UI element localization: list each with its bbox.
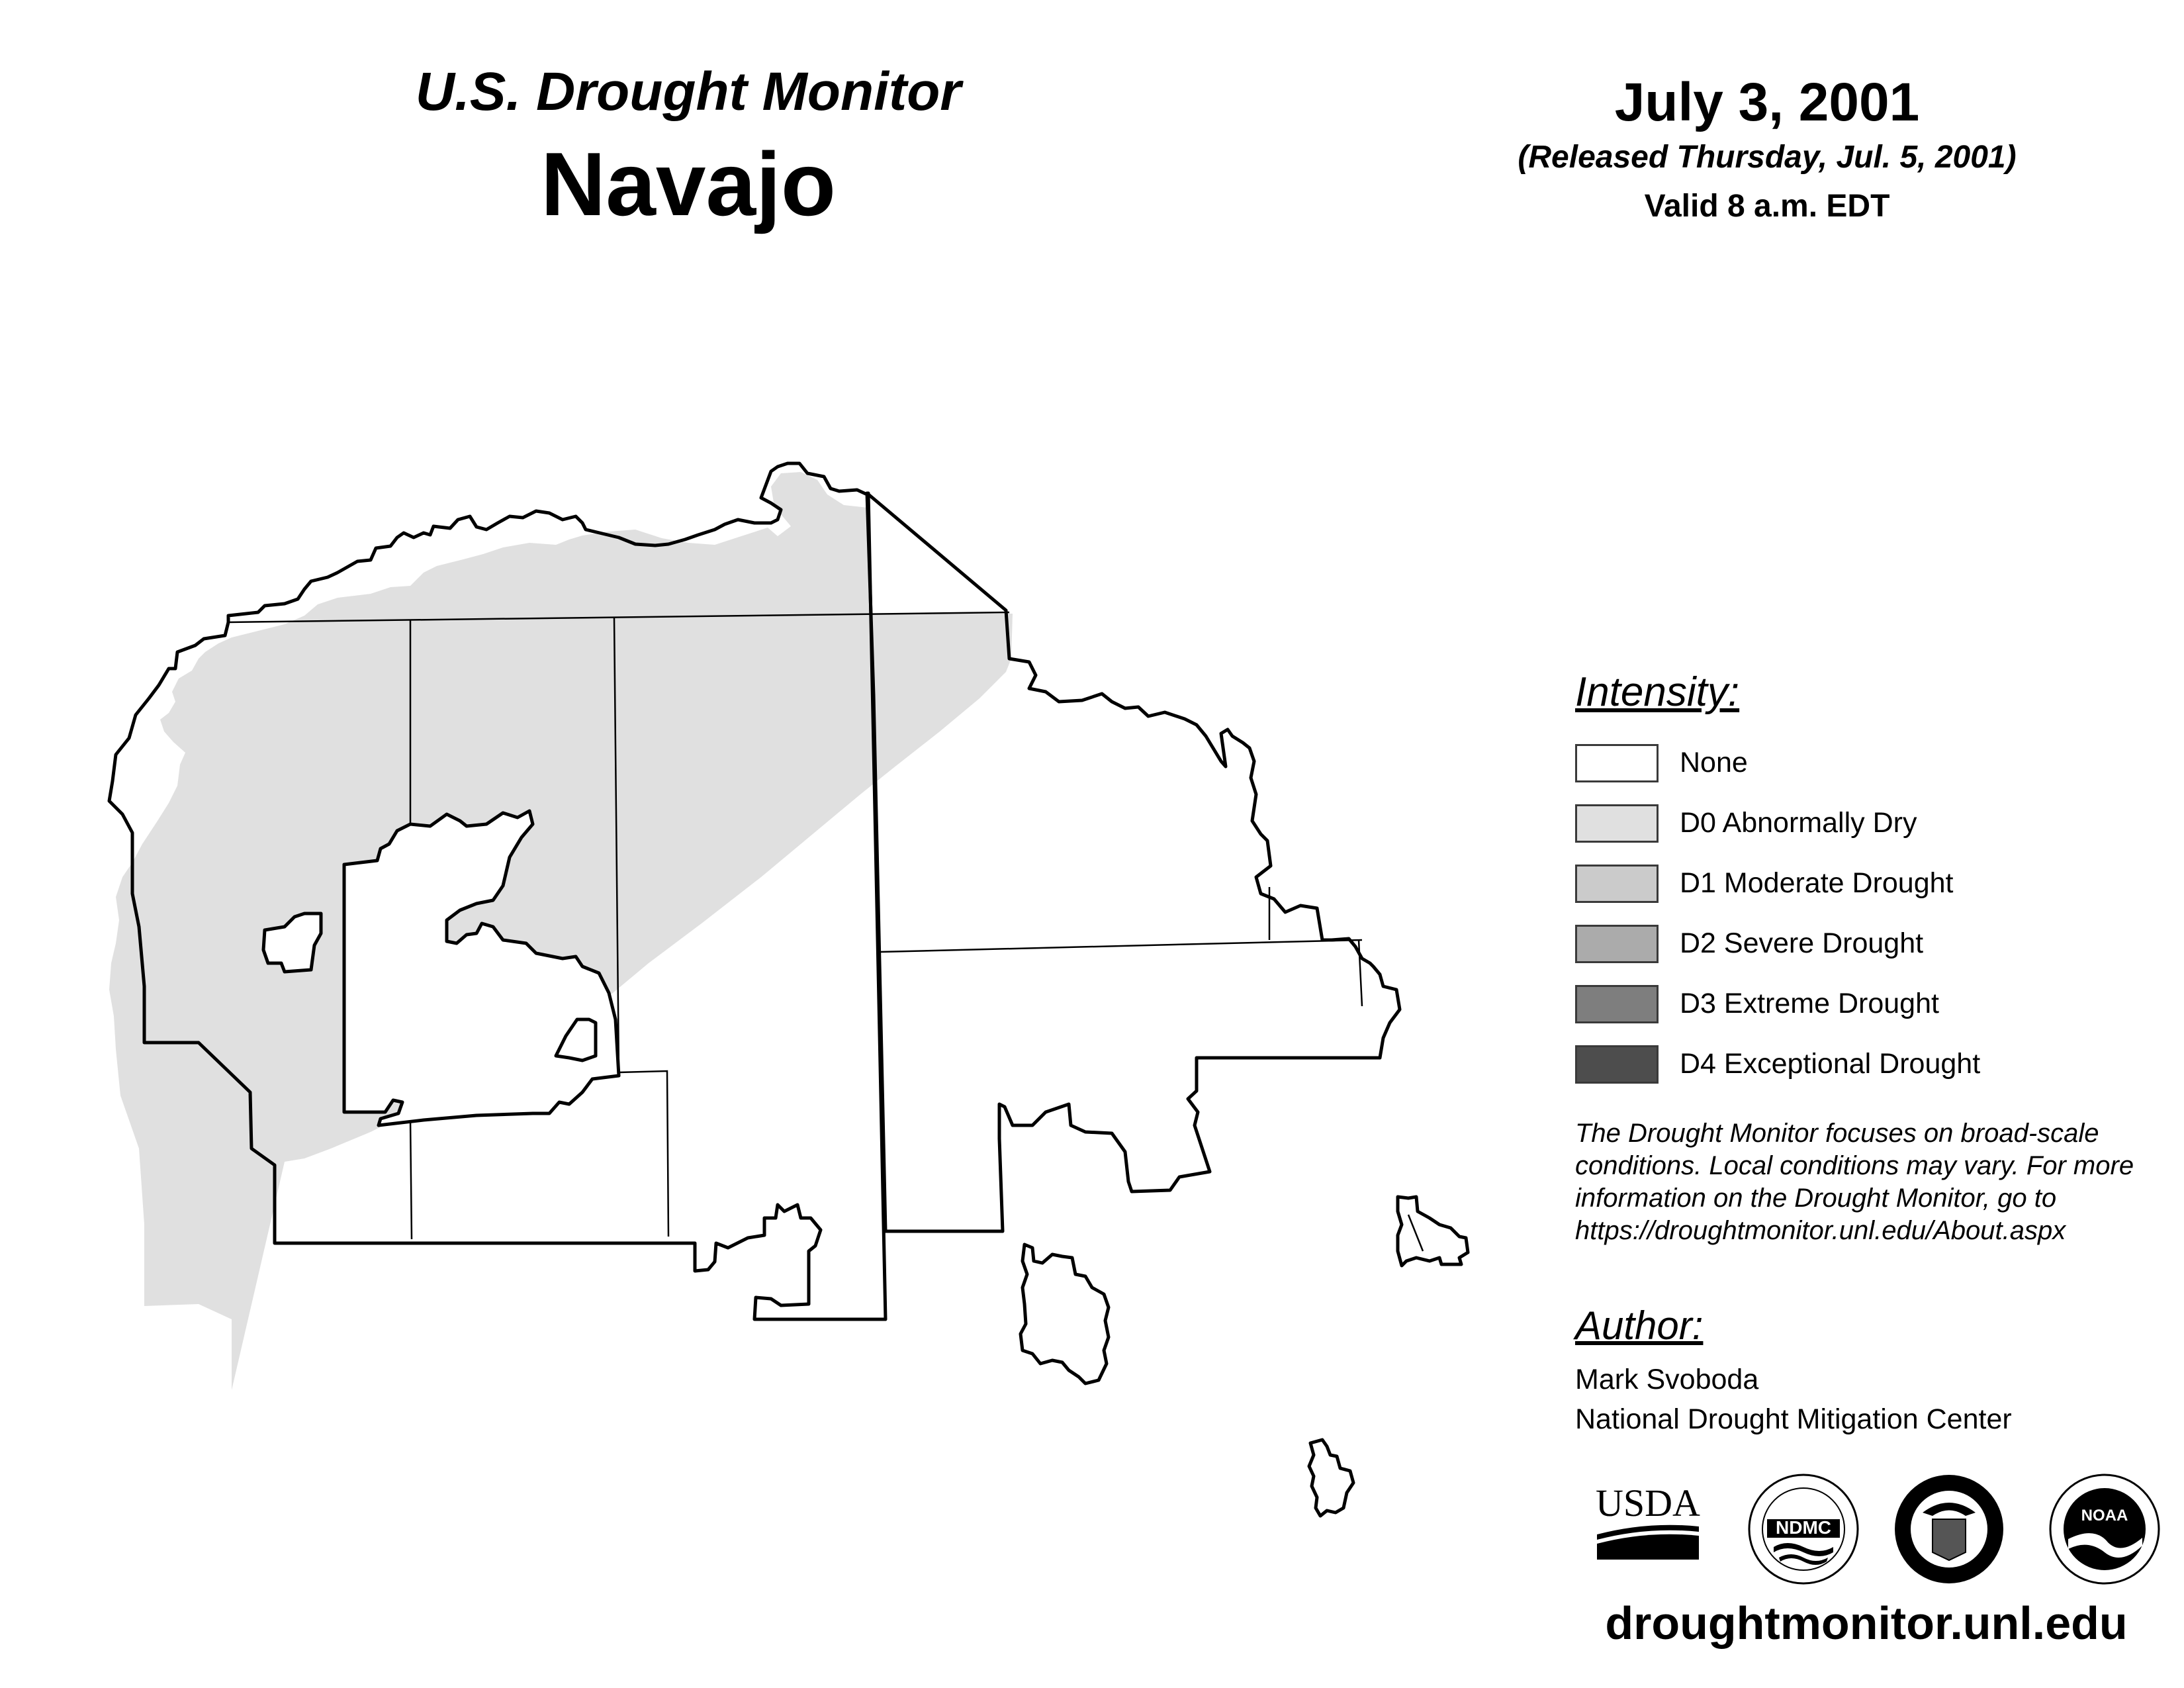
legend-title: Intensity: bbox=[1575, 669, 1740, 715]
legend-label: D1 Moderate Drought bbox=[1680, 867, 1954, 899]
website-link[interactable]: droughtmonitor.unl.edu bbox=[1605, 1597, 2128, 1649]
map-subtitle: U.S. Drought Monitor bbox=[415, 62, 962, 122]
legend-item bbox=[1575, 974, 2171, 1034]
county-line bbox=[619, 1071, 668, 1237]
department-of-commerce-seal bbox=[1893, 1473, 2005, 1585]
county-line bbox=[880, 940, 1362, 952]
usda-logo-text: USDA bbox=[1596, 1483, 1700, 1524]
noaa-logo-text: NOAA bbox=[2081, 1507, 2128, 1524]
note-link[interactable]: https://droughtmonitor.unl.edu/About.aspx bbox=[1575, 1216, 2066, 1245]
ndmc-logo-text: NDMC bbox=[1776, 1517, 1831, 1538]
county-line bbox=[1359, 940, 1362, 1006]
legend-label: D2 Severe Drought bbox=[1680, 927, 1924, 959]
drought-monitor-note bbox=[1575, 1117, 2171, 1247]
legend-items bbox=[1575, 733, 2171, 1094]
note-line: conditions. Local conditions may vary. For more bbox=[1575, 1151, 2134, 1180]
county-line bbox=[410, 1119, 412, 1239]
legend-label: None bbox=[1680, 747, 1748, 778]
legend-item bbox=[1575, 853, 2171, 914]
author-name: Mark Svoboda bbox=[1575, 1364, 1759, 1395]
legend-swatch bbox=[1575, 744, 1659, 782]
valid-time: Valid 8 a.m. EDT bbox=[1644, 189, 1890, 224]
legend-swatch bbox=[1575, 865, 1659, 903]
legend-item bbox=[1575, 793, 2171, 853]
legend-item bbox=[1575, 914, 2171, 974]
fragment-boundary bbox=[1309, 1440, 1353, 1516]
legend-item bbox=[1575, 1034, 2171, 1094]
legend-label: D0 Abnormally Dry bbox=[1680, 807, 1917, 839]
noaa-logo bbox=[2048, 1473, 2161, 1585]
note-line: The Drought Monitor focuses on broad-scale bbox=[1575, 1119, 2099, 1148]
author-heading: Author: bbox=[1575, 1303, 1704, 1348]
legend-label: D4 Exceptional Drought bbox=[1680, 1048, 1981, 1080]
ndmc-logo bbox=[1747, 1473, 1860, 1585]
legend-swatch bbox=[1575, 925, 1659, 963]
release-date: (Released Thursday, Jul. 5, 2001) bbox=[1518, 140, 2017, 175]
map-title: Navajo bbox=[541, 134, 836, 234]
legend-swatch bbox=[1575, 1045, 1659, 1084]
legend bbox=[1575, 669, 2171, 1094]
usda-logo bbox=[1592, 1483, 1704, 1562]
map-date: July 3, 2001 bbox=[1614, 72, 1920, 132]
legend-swatch bbox=[1575, 804, 1659, 843]
eastern-region-boundary bbox=[867, 493, 1400, 1231]
legend-item bbox=[1575, 733, 2171, 793]
fragment-boundary bbox=[1398, 1197, 1468, 1266]
note-line: information on the Drought Monitor, go to bbox=[1575, 1184, 2057, 1213]
legend-label: D3 Extreme Drought bbox=[1680, 988, 1939, 1019]
legend-swatch bbox=[1575, 985, 1659, 1023]
fragment-boundary bbox=[1021, 1244, 1109, 1383]
author-organization: National Drought Mitigation Center bbox=[1575, 1403, 2012, 1435]
